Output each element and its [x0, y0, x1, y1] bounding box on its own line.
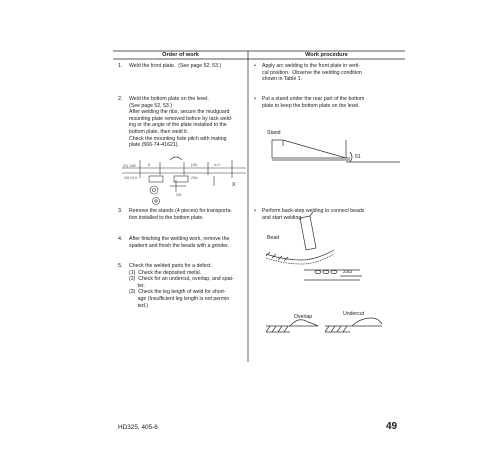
- svg-text:2/5±: 2/5±: [191, 176, 198, 180]
- bead-dimension: 23±2: [343, 269, 353, 274]
- undercut-label: Undercut: [343, 311, 365, 317]
- row-3-bullet: •: [254, 208, 256, 214]
- row-5-number: 5.: [118, 263, 123, 269]
- svg-text:(16): (16): [191, 163, 198, 167]
- row-2-bullet: •: [254, 96, 256, 102]
- stand-label: Stand: [267, 130, 281, 136]
- row-1-number: 1.: [118, 63, 123, 69]
- row-4-number: 4.: [118, 236, 123, 242]
- bead-label: Bead: [267, 235, 280, 241]
- row-5-order: Check the welded parts for a defect. (1) Check the deposited metal. (2) Check for an undercut, overlap, and spat- ter. (3) Check the leg length of weld for short- age (Insufficient leg length is not permin ted.): [129, 263, 234, 309]
- row-1-bullet: •: [254, 63, 256, 69]
- row-1-procedure: Apply arc welding to the front plate in verti- cal position. Observe the welding condition shown in Table 1.: [262, 63, 362, 83]
- stand-dimension: 51: [355, 154, 361, 160]
- svg-text:2/8 ±0.5: 2/8 ±0.5: [124, 176, 137, 180]
- row-2-order: Weld the bottom plate on the level. (See page 52, 53.) After welding the ribs, secure the mudguard mounting plate removed before by tack weld- ing or the angle of the plate installed to the bottom plate, then weld it. Check the mounting hole pitch with mating plate (566-74-41621).: [129, 96, 233, 149]
- svg-text:8: 8: [148, 163, 150, 167]
- svg-text:n=1: n=1: [214, 163, 221, 167]
- page-number: 49: [386, 421, 398, 432]
- header-order-of-work: Order of work: [162, 52, 199, 58]
- overlap-label: Overlap: [294, 314, 313, 320]
- sketch-x-mark: X: [232, 182, 236, 188]
- row-1-order: Weld the front plate. (See page 52, 53.): [129, 63, 222, 69]
- header-work-procedure: Work procedure: [305, 52, 348, 58]
- row-3-procedure: Perform back-step welding to connect beads and start welding.: [262, 208, 365, 221]
- svg-text:(R) 1/80: (R) 1/80: [123, 164, 136, 168]
- row-3-order: Remove the stands (4 pieces) for transporta- tion installed to the bottom plate.: [129, 208, 232, 221]
- svg-text:2/8: 2/8: [176, 193, 181, 197]
- row-3-number: 3.: [118, 208, 123, 214]
- document-code: HD325, 405-6: [118, 424, 158, 431]
- row-2-number: 2.: [118, 96, 123, 102]
- row-2-procedure: Put a stand under the rear part of the bottom plate to keep the bottom plate on the level.: [262, 96, 365, 109]
- row-4-order: After finishing the welding work, remove the spattent and finish the beads with a grinder.: [129, 236, 230, 249]
